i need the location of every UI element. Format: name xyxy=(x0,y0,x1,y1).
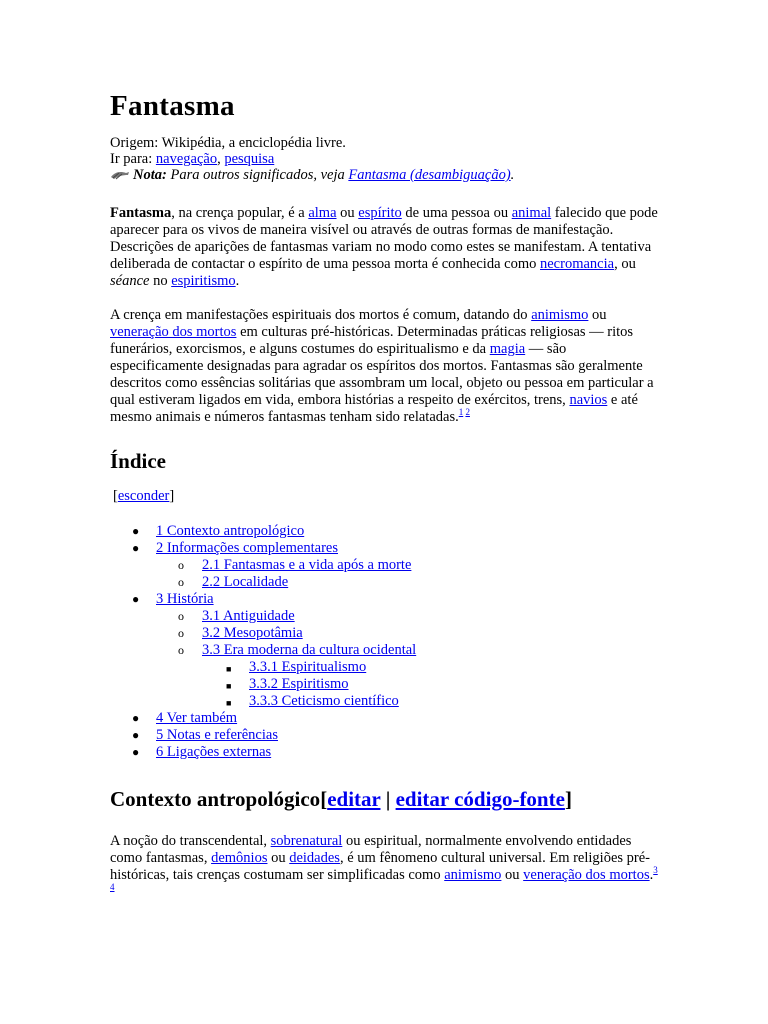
note-text: Para outros significados, veja xyxy=(166,167,349,183)
toc-item xyxy=(110,608,660,625)
bracket: [ xyxy=(320,787,328,811)
text: falecido que pode aparecer para os vivos de maneira visível ou através de outras formas de manifestação. Descrições de aparições de fantasmas variam no modo como estes se manifestam. A tentativa deliberada de contactar o espírito de uma pessoa morta é conhecida como xyxy=(110,205,658,272)
circle-bullet-icon: o xyxy=(178,575,184,589)
link-animal[interactable]: animal xyxy=(511,205,552,221)
toc-link[interactable]: 2 Informações complementares xyxy=(156,540,338,556)
text: em culturas pré-históricas. Determinadas práticas religiosas — ritos funerários, exorcismos, e alguns costumes do espiritualismo e da xyxy=(110,324,634,357)
bullet-icon: ● xyxy=(132,541,140,555)
text: . xyxy=(235,273,240,289)
bullet-icon: ● xyxy=(132,745,140,759)
toc-link[interactable]: 3 História xyxy=(156,591,214,607)
link-navios[interactable]: navios xyxy=(569,392,608,408)
toc-link[interactable]: 3.3 Era moderna da cultura ocidental xyxy=(202,642,417,658)
toc-link[interactable]: 4 Ver também xyxy=(156,710,238,726)
edit-link[interactable]: editar xyxy=(327,787,381,811)
bullet-icon: ● xyxy=(132,524,140,538)
toc-item xyxy=(110,744,660,761)
circle-bullet-icon: o xyxy=(178,626,184,640)
goto-line xyxy=(110,151,660,167)
toc-item xyxy=(110,557,660,574)
separator: | xyxy=(380,787,396,811)
note-end: . xyxy=(510,167,515,183)
toc-item xyxy=(110,659,660,676)
bracket: ] xyxy=(564,787,572,811)
square-bullet-icon: ■ xyxy=(226,681,232,691)
text: de uma pessoa ou xyxy=(401,205,512,221)
toc-link[interactable]: 5 Notas e referências xyxy=(156,727,278,743)
article xyxy=(110,88,660,901)
toc-item xyxy=(110,642,660,659)
link-sobrenatural[interactable]: sobrenatural xyxy=(270,833,343,849)
reference-link[interactable]: 4 xyxy=(110,882,115,893)
bullet-icon: ● xyxy=(132,728,140,742)
reference-link[interactable]: 1 xyxy=(458,407,464,418)
text: no xyxy=(149,273,172,289)
goto-separator: , xyxy=(217,151,225,167)
bracket: [ xyxy=(113,488,118,504)
link-espiritismo[interactable]: espiritismo xyxy=(171,273,236,289)
text: ou xyxy=(588,307,607,323)
toc-link[interactable]: 3.2 Mesopotâmia xyxy=(202,625,303,641)
toc-item xyxy=(110,591,660,608)
bullet-icon: ● xyxy=(132,711,140,725)
seance-italic: séance xyxy=(110,273,150,289)
reference-link[interactable]: 2 xyxy=(465,407,470,418)
page-title: Fantasma xyxy=(110,90,235,122)
toc-link[interactable]: 3.3.1 Espiritualismo xyxy=(249,659,367,675)
second-paragraph xyxy=(110,307,660,426)
section-paragraph xyxy=(110,833,660,901)
link-deidades[interactable]: deidades xyxy=(289,850,340,866)
reference-link[interactable]: 3 xyxy=(653,865,658,876)
text: , é um fênomeno cultural universal. Em religiões pré-históricas, tais crenças costumam ser simplificadas como xyxy=(110,850,650,883)
origin-line: Origem: Wikipédia, a enciclopédia livre. xyxy=(110,135,346,151)
disambiguation-note xyxy=(110,167,660,185)
term-bold: Fantasma xyxy=(110,205,172,221)
link-animismo[interactable]: animismo xyxy=(444,867,502,883)
text: . xyxy=(649,867,654,883)
edit-source-link[interactable]: editar código-fonte xyxy=(395,787,565,811)
text: ou espiritual, normalmente envolvendo entidades como fantasmas, xyxy=(110,833,632,866)
toc-toggle xyxy=(113,488,660,505)
link-magia[interactable]: magia xyxy=(489,341,526,357)
toc-link[interactable]: 1 Contexto antropológico xyxy=(156,523,305,539)
intro-paragraph xyxy=(110,205,660,290)
toc-item xyxy=(110,727,660,744)
section-heading xyxy=(110,786,660,812)
link-veneracao-dos-mortos[interactable]: veneração dos mortos xyxy=(110,324,237,340)
text: ou xyxy=(336,205,359,221)
note-label: Nota: xyxy=(133,167,167,183)
toc-item xyxy=(110,676,660,693)
toc-link[interactable]: 3.1 Antiguidade xyxy=(202,608,295,624)
circle-bullet-icon: o xyxy=(178,643,184,657)
goto-prefix: Ir para: xyxy=(110,151,156,167)
toc-heading: Índice xyxy=(110,449,167,473)
toc-link[interactable]: 2.2 Localidade xyxy=(202,574,289,590)
text: , na crença popular, é a xyxy=(171,205,309,221)
toc-item xyxy=(110,693,660,710)
toc-item xyxy=(110,625,660,642)
text: ou xyxy=(267,850,290,866)
link-alma[interactable]: alma xyxy=(308,205,337,221)
text: e até mesmo animais e números fantasmas tenham sido relatadas. xyxy=(110,392,638,425)
circle-bullet-icon: o xyxy=(178,609,184,623)
table-of-contents xyxy=(110,523,660,761)
toc-item xyxy=(110,574,660,591)
toc-item xyxy=(110,523,660,540)
link-veneracao-dos-mortos[interactable]: veneração dos mortos xyxy=(523,867,650,883)
toc-link[interactable]: 3.3.3 Ceticismo científico xyxy=(249,693,399,709)
link-espirito[interactable]: espírito xyxy=(358,205,402,221)
link-necromancia[interactable]: necromancia xyxy=(540,256,615,272)
link-demonios[interactable]: demônios xyxy=(211,850,268,866)
circle-bullet-icon: o xyxy=(178,558,184,572)
disambiguation-link[interactable]: Fantasma (desambiguação) xyxy=(348,167,511,183)
bullet-icon: ● xyxy=(132,592,140,606)
text: ou xyxy=(501,867,524,883)
square-bullet-icon: ■ xyxy=(226,698,232,708)
search-link[interactable]: pesquisa xyxy=(224,151,275,167)
toc-link[interactable]: 3.3.2 Espiritismo xyxy=(249,676,349,692)
toc-item xyxy=(110,710,660,727)
text: , ou xyxy=(614,256,636,272)
bracket: ] xyxy=(169,488,175,504)
text: A noção do transcendental, xyxy=(110,833,271,849)
section-title: Contexto antropológico xyxy=(110,787,321,811)
square-bullet-icon: ■ xyxy=(226,664,232,674)
navigation-link[interactable]: navegação xyxy=(155,151,218,167)
toc-item xyxy=(110,540,660,557)
link-animismo[interactable]: animismo xyxy=(531,307,589,323)
disambiguation-icon xyxy=(110,169,130,185)
text: A crença em manifestações espirituais dos mortos é comum, datando do xyxy=(110,307,532,323)
toc-link[interactable]: 6 Ligações externas xyxy=(156,744,272,760)
toc-link[interactable]: 2.1 Fantasmas e a vida após a morte xyxy=(202,557,412,573)
toc-hide-link[interactable]: esconder xyxy=(117,488,170,504)
text: — são especificamente designadas para agradar os espíritos dos mortos. Fantasmas são geralmente descritos como essências solitárias que assombram um local, objeto ou pessoa em particular a qual estiveram ligados em vida, embora histórias a respeito de exércitos, trens, xyxy=(110,341,654,408)
article-meta xyxy=(110,135,660,185)
